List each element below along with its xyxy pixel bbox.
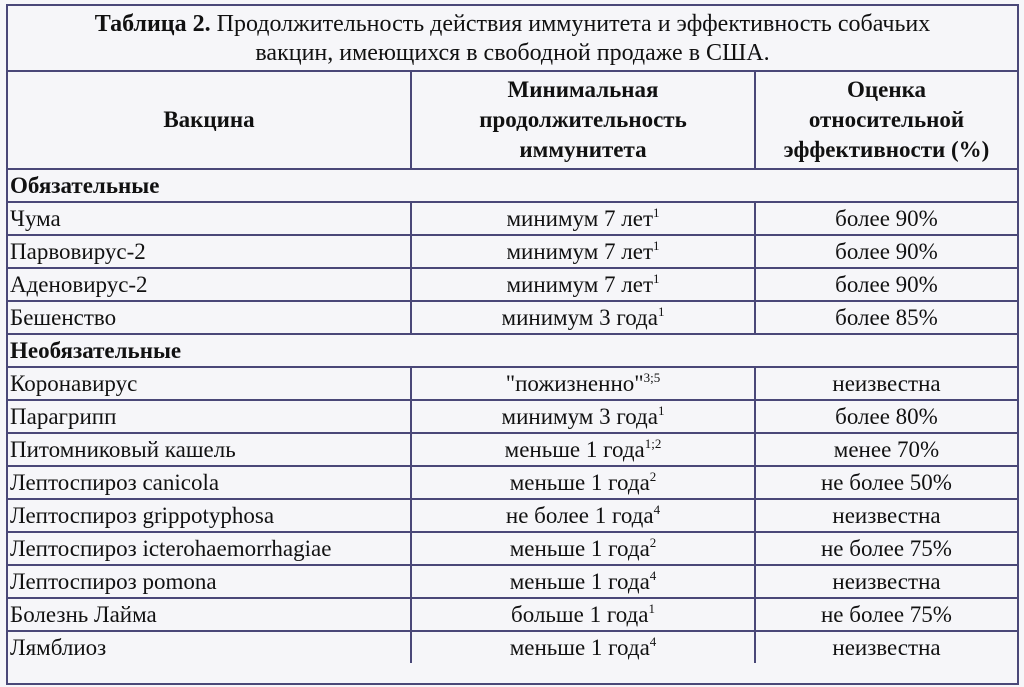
caption-line2: вакцин, имеющихся в свободной продаже в США. bbox=[255, 40, 770, 66]
table-row bbox=[8, 235, 1017, 268]
table-caption bbox=[8, 6, 1017, 72]
min-duration: минимум 7 лет bbox=[506, 206, 654, 231]
min-duration-cell bbox=[411, 301, 755, 334]
min-duration-cell bbox=[411, 202, 755, 235]
min-duration-cell bbox=[411, 631, 755, 663]
header-efficacy bbox=[755, 72, 1017, 169]
efficacy: неизвестна bbox=[755, 631, 1017, 663]
caption-line1: Продолжительность действия иммунитета и эффективность собачьих bbox=[210, 11, 931, 37]
efficacy: не более 75% bbox=[755, 598, 1017, 631]
min-duration: минимум 3 года bbox=[501, 404, 658, 429]
table-row bbox=[8, 466, 1017, 499]
table-row bbox=[8, 499, 1017, 532]
vaccine-name: Лептоспироз grippotyphosa bbox=[8, 499, 411, 532]
min-duration: меньше 1 года bbox=[509, 536, 650, 561]
header-min-duration-line: иммунитета bbox=[519, 137, 647, 162]
min-duration-cell bbox=[411, 367, 755, 400]
table-row bbox=[8, 268, 1017, 301]
vaccine-name: Коронавирус bbox=[8, 367, 411, 400]
table-row bbox=[8, 202, 1017, 235]
min-duration-cell bbox=[411, 532, 755, 565]
min-duration-cell bbox=[411, 400, 755, 433]
table-row bbox=[8, 301, 1017, 334]
efficacy: менее 70% bbox=[755, 433, 1017, 466]
vaccine-name: Бешенство bbox=[8, 301, 411, 334]
efficacy: неизвестна bbox=[755, 367, 1017, 400]
table-row bbox=[8, 367, 1017, 400]
min-duration: меньше 1 года bbox=[509, 569, 650, 594]
header-min-duration-line: Минимальная bbox=[507, 77, 659, 102]
efficacy: более 90% bbox=[755, 235, 1017, 268]
min-duration: меньше 1 года bbox=[509, 635, 650, 660]
footnote-ref: 1 bbox=[653, 271, 660, 286]
min-duration: не более 1 года bbox=[505, 503, 654, 528]
vaccine-table-frame bbox=[6, 4, 1019, 685]
efficacy: неизвестна bbox=[755, 499, 1017, 532]
footnote-ref: 1 bbox=[653, 238, 660, 253]
header-efficacy-line: Оценка bbox=[846, 77, 926, 102]
vaccine-name: Питомниковый кашель bbox=[8, 433, 411, 466]
table-row bbox=[8, 400, 1017, 433]
footnote-ref: 1 bbox=[653, 205, 660, 220]
section-title: Необязательные bbox=[8, 334, 1017, 367]
table-body bbox=[8, 169, 1017, 663]
header-efficacy-line: эффективности (%) bbox=[783, 137, 990, 162]
footnote-ref: 2 bbox=[649, 535, 657, 550]
section-title: Обязательные bbox=[8, 169, 1017, 202]
min-duration: больше 1 года bbox=[511, 602, 649, 627]
min-duration-cell bbox=[411, 499, 755, 532]
vaccine-name: Аденовирус-2 bbox=[8, 268, 411, 301]
min-duration-cell bbox=[411, 433, 755, 466]
footnote-ref: 1 bbox=[657, 304, 665, 319]
min-duration-cell bbox=[411, 466, 755, 499]
footnote-ref: 3;5 bbox=[643, 370, 661, 385]
efficacy: более 85% bbox=[755, 301, 1017, 334]
table-row bbox=[8, 433, 1017, 466]
efficacy: более 90% bbox=[755, 202, 1017, 235]
vaccine-name: Лямблиоз bbox=[8, 631, 411, 663]
vaccine-name: Лептоспироз pomona bbox=[8, 565, 411, 598]
header-min-duration-line: продолжительность bbox=[479, 107, 687, 132]
min-duration-cell bbox=[411, 235, 755, 268]
vaccine-name: Парагрипп bbox=[8, 400, 411, 433]
header-min-duration bbox=[411, 72, 755, 169]
min-duration: минимум 3 года bbox=[501, 305, 658, 330]
min-duration: минимум 7 лет bbox=[506, 272, 654, 297]
section-row bbox=[8, 169, 1017, 202]
min-duration-cell bbox=[411, 268, 755, 301]
vaccine-name: Парвовирус-2 bbox=[8, 235, 411, 268]
table-row bbox=[8, 598, 1017, 631]
section-row bbox=[8, 334, 1017, 367]
efficacy: не более 50% bbox=[755, 466, 1017, 499]
footnote-ref: 4 bbox=[653, 502, 661, 517]
min-duration-cell bbox=[411, 598, 755, 631]
efficacy: более 90% bbox=[755, 268, 1017, 301]
table-row bbox=[8, 565, 1017, 598]
vaccine-name: Лептоспироз canicola bbox=[8, 466, 411, 499]
min-duration: минимум 7 лет bbox=[506, 239, 654, 264]
vaccine-name: Болезнь Лайма bbox=[8, 598, 411, 631]
vaccine-table bbox=[8, 72, 1017, 663]
header-row bbox=[8, 72, 1017, 169]
footnote-ref: 1 bbox=[657, 403, 665, 418]
footnote-ref: 1 bbox=[648, 601, 655, 616]
vaccine-name: Лептоспироз icterohaemorrhagiae bbox=[8, 532, 411, 565]
efficacy: неизвестна bbox=[755, 565, 1017, 598]
min-duration: "пожизненно" bbox=[505, 371, 644, 396]
min-duration-cell bbox=[411, 565, 755, 598]
footnote-ref: 1;2 bbox=[644, 436, 662, 451]
table-row bbox=[8, 532, 1017, 565]
efficacy: более 80% bbox=[755, 400, 1017, 433]
min-duration: меньше 1 года bbox=[504, 437, 645, 462]
table-row bbox=[8, 631, 1017, 663]
footnote-ref: 2 bbox=[649, 469, 657, 484]
vaccine-name: Чума bbox=[8, 202, 411, 235]
header-efficacy-line: относительной bbox=[808, 107, 965, 132]
header-vaccine: Вакцина bbox=[8, 72, 411, 169]
min-duration: меньше 1 года bbox=[509, 470, 650, 495]
caption-label: Таблица 2. bbox=[94, 11, 211, 37]
efficacy: не более 75% bbox=[755, 532, 1017, 565]
footnote-ref: 4 bbox=[649, 634, 657, 649]
footnote-ref: 4 bbox=[649, 568, 657, 583]
